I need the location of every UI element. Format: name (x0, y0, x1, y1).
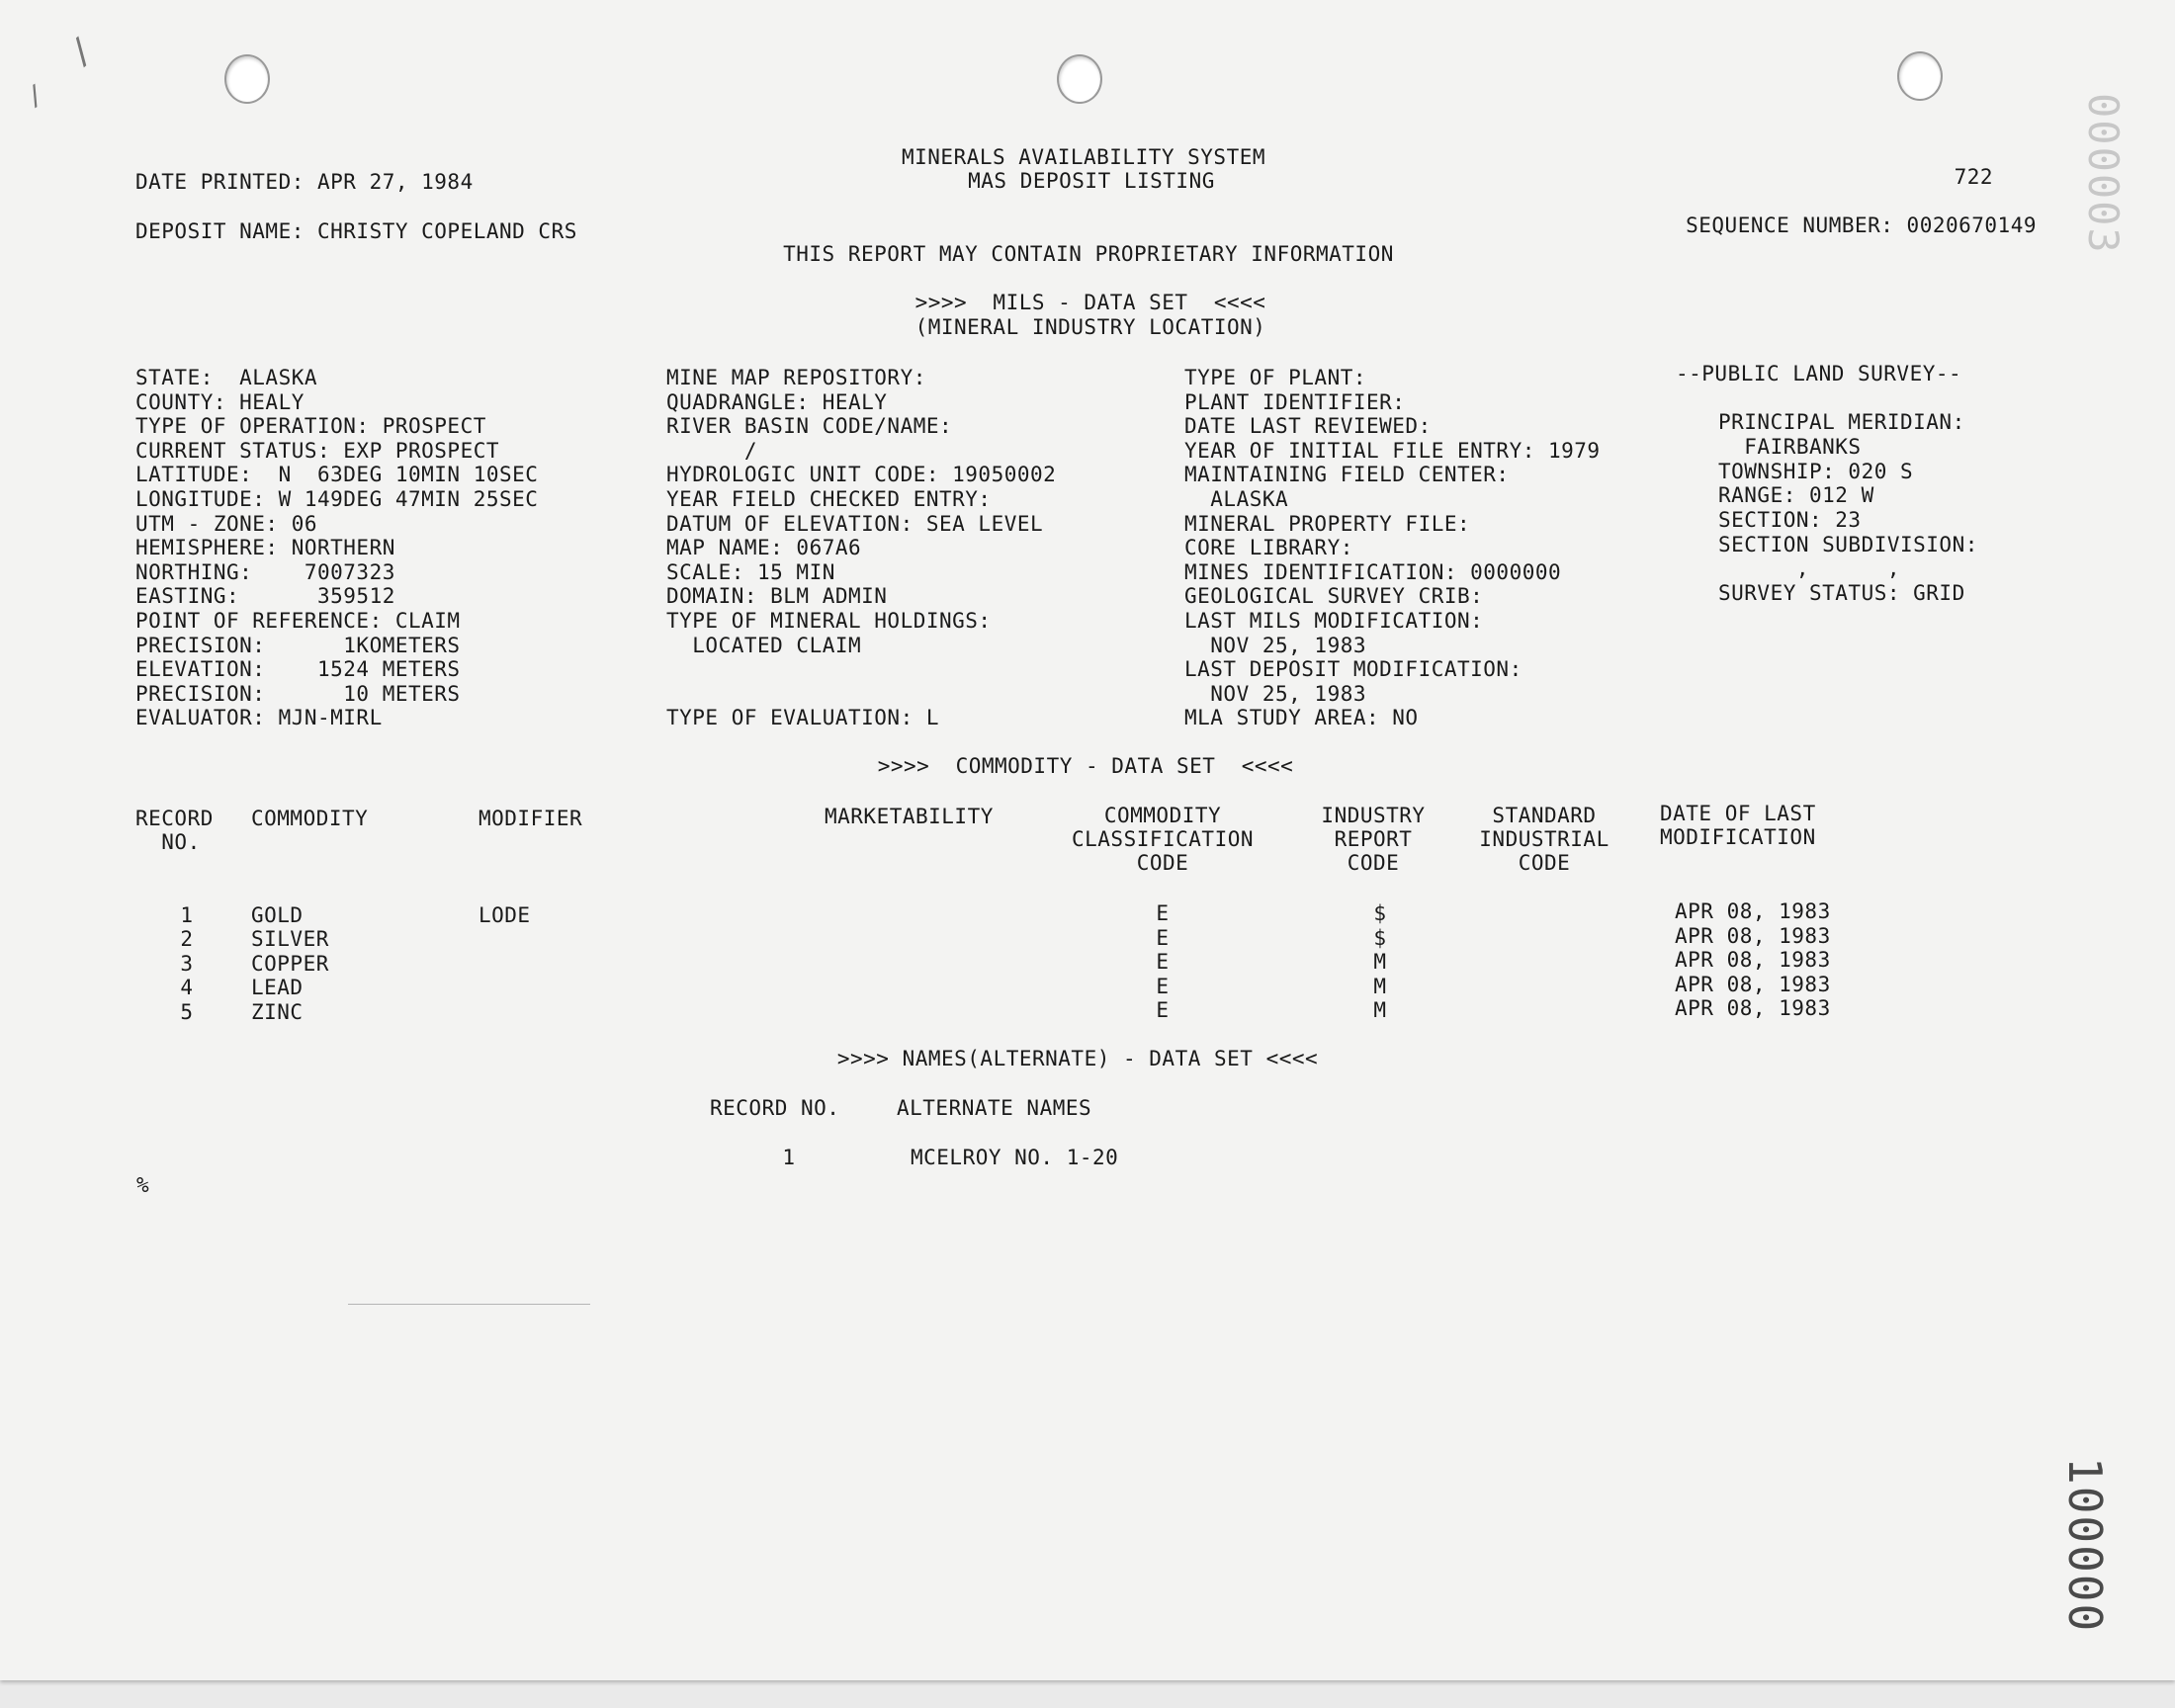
mils-field: TYPE OF OPERATION: PROSPECT (135, 414, 486, 438)
column-header-modifier: MODIFIER (478, 807, 583, 830)
survey-field: SECTION: 23 (1718, 508, 1862, 532)
row-number: 5 (180, 1000, 194, 1024)
commodity-title: >>>> COMMODITY - DATA SET <<<< (877, 754, 1294, 778)
mils-field: / (666, 439, 758, 463)
row-class-code: E (1156, 998, 1170, 1022)
mils-field: POINT OF REFERENCE: CLAIM (135, 609, 461, 633)
date-printed: DATE PRINTED: APR 27, 1984 (135, 170, 474, 194)
mils-field: GEOLOGICAL SURVEY CRIB: (1184, 584, 1484, 608)
deposit-name: DEPOSIT NAME: CHRISTY COPELAND CRS (135, 219, 577, 243)
column-header-date: DATE OF LAST MODIFICATION (1660, 802, 1816, 849)
row-industry-code: $ (1373, 901, 1387, 925)
mils-field: ALASKA (1184, 487, 1289, 511)
column-header-commodity: COMMODITY (251, 807, 369, 830)
mils-field: LAST DEPOSIT MODIFICATION: (1184, 657, 1522, 681)
mils-field: DATE LAST REVIEWED: (1184, 414, 1432, 438)
survey-field: TOWNSHIP: 020 S (1718, 460, 1914, 483)
row-class-code: E (1156, 975, 1170, 998)
row-industry-code: M (1373, 998, 1387, 1022)
mils-field: MINE MAP REPOSITORY: (666, 366, 926, 389)
mils-field: RIVER BASIN CODE/NAME: (666, 414, 953, 438)
listing-title: MAS DEPOSIT LISTING (968, 169, 1215, 193)
mils-field: CURRENT STATUS: EXP PROSPECT (135, 439, 500, 463)
row-class-code: E (1156, 901, 1170, 925)
row-number: 3 (180, 952, 194, 976)
mils-field: STATE: ALASKA (135, 366, 318, 389)
mils-field: TYPE OF PLANT: (1184, 366, 1367, 389)
row-commodity: LEAD (251, 976, 304, 999)
page-number: 722 (1954, 165, 1993, 189)
mils-field: PRECISION: 10 METERS (135, 682, 461, 706)
mils-field: TYPE OF MINERAL HOLDINGS: (666, 609, 992, 633)
mils-field: LAST MILS MODIFICATION: (1184, 609, 1484, 633)
proprietary-notice: THIS REPORT MAY CONTAIN PROPRIETARY INFORMATION (783, 242, 1394, 266)
punch-hole-center (1057, 54, 1102, 104)
survey-field: FAIRBANKS (1718, 435, 1862, 459)
column-header-marketability: MARKETABILITY (825, 805, 994, 828)
punch-hole-left (224, 54, 270, 104)
mils-field: SCALE: 15 MIN (666, 560, 835, 584)
names-header-alternate: ALTERNATE NAMES (897, 1096, 1092, 1120)
alternate-name-record: 1 (782, 1146, 796, 1169)
mils-field: ELEVATION: 1524 METERS (135, 657, 461, 681)
pen-mark-icon: ∕ (60, 30, 102, 73)
mils-field: COUNTY: HEALY (135, 390, 304, 414)
row-number: 2 (180, 927, 194, 951)
pen-mark-icon: ∕ (21, 79, 50, 113)
row-industry-code: $ (1373, 926, 1387, 950)
row-commodity: SILVER (251, 927, 329, 951)
mils-field: YEAR FIELD CHECKED ENTRY: (666, 487, 992, 511)
frame-stamp-top: 000003 (2079, 93, 2128, 255)
row-number: 4 (180, 976, 194, 999)
names-title: >>>> NAMES(ALTERNATE) - DATA SET <<<< (836, 1047, 1319, 1070)
column-header-classification: COMMODITY CLASSIFICATION CODE (1071, 804, 1255, 875)
mils-field: PRECISION: 1KOMETERS (135, 634, 461, 657)
mils-field: NOV 25, 1983 (1184, 634, 1367, 657)
survey-field: SURVEY STATUS: GRID (1718, 581, 1965, 605)
survey-field: , , (1718, 556, 1901, 580)
row-commodity: COPPER (251, 952, 329, 976)
row-date: APR 08, 1983 (1675, 924, 1831, 948)
frame-stamp-bottom: 100000 (2058, 1457, 2112, 1634)
row-date: APR 08, 1983 (1675, 973, 1831, 996)
mils-field: LONGITUDE: W 149DEG 47MIN 25SEC (135, 487, 539, 511)
mils-field: MAINTAINING FIELD CENTER: (1184, 463, 1510, 486)
row-class-code: E (1156, 950, 1170, 974)
sequence-number: SEQUENCE NUMBER: 0020670149 (1686, 214, 2037, 237)
system-title: MINERALS AVAILABILITY SYSTEM (901, 145, 1266, 169)
mils-field: LOCATED CLAIM (666, 634, 862, 657)
mils-field: TYPE OF EVALUATION: L (666, 706, 940, 729)
survey-header: --PUBLIC LAND SURVEY-- (1676, 362, 1962, 385)
mils-field: NORTHING: 7007323 (135, 560, 395, 584)
mils-field: EVALUATOR: MJN-MIRL (135, 706, 383, 729)
row-industry-code: M (1373, 975, 1387, 998)
names-header-record: RECORD NO. (710, 1096, 840, 1120)
row-number: 1 (180, 903, 194, 927)
mils-field: QUADRANGLE: HEALY (666, 390, 888, 414)
mils-subtitle: (MINERAL INDUSTRY LOCATION) (914, 315, 1266, 339)
mils-field: UTM - ZONE: 06 (135, 512, 318, 536)
row-modifier: LODE (478, 903, 531, 927)
mils-field: HYDROLOGIC UNIT CODE: 19050002 (666, 463, 1057, 486)
percent-mark: % (136, 1173, 150, 1197)
row-date: APR 08, 1983 (1675, 899, 1831, 923)
mils-field: MLA STUDY AREA: NO (1184, 706, 1419, 729)
survey-field: RANGE: 012 W (1718, 483, 1874, 507)
mils-field: DATUM OF ELEVATION: SEA LEVEL (666, 512, 1044, 536)
row-commodity: GOLD (251, 903, 304, 927)
mils-field: YEAR OF INITIAL FILE ENTRY: 1979 (1184, 439, 1601, 463)
column-header-industry-report: INDUSTRY REPORT CODE (1321, 804, 1426, 875)
row-commodity: ZINC (251, 1000, 304, 1024)
survey-field: SECTION SUBDIVISION: (1718, 533, 1978, 556)
row-date: APR 08, 1983 (1675, 948, 1831, 972)
row-class-code: E (1156, 926, 1170, 950)
mils-field: LATITUDE: N 63DEG 10MIN 10SEC (135, 463, 539, 486)
mils-field: MINERAL PROPERTY FILE: (1184, 512, 1471, 536)
row-date: APR 08, 1983 (1675, 996, 1831, 1020)
survey-field: PRINCIPAL MERIDIAN: (1718, 410, 1965, 434)
punch-hole-right (1897, 51, 1943, 101)
column-header-record: RECORD NO. (135, 807, 214, 854)
alternate-name: MCELROY NO. 1-20 (911, 1146, 1119, 1169)
mils-field: DOMAIN: BLM ADMIN (666, 584, 888, 608)
mils-field: NOV 25, 1983 (1184, 682, 1367, 706)
mils-field: MAP NAME: 067A6 (666, 536, 862, 559)
mils-title: >>>> MILS - DATA SET <<<< (914, 291, 1266, 314)
faint-rule (348, 1304, 590, 1305)
column-header-sic: STANDARD INDUSTRIAL CODE (1479, 804, 1610, 875)
mils-field: EASTING: 359512 (135, 584, 395, 608)
mils-field: HEMISPHERE: NORTHERN (135, 536, 395, 559)
row-industry-code: M (1373, 950, 1387, 974)
mils-field: PLANT IDENTIFIER: (1184, 390, 1406, 414)
mils-field: CORE LIBRARY: (1184, 536, 1353, 559)
mils-field: MINES IDENTIFICATION: 0000000 (1184, 560, 1562, 584)
